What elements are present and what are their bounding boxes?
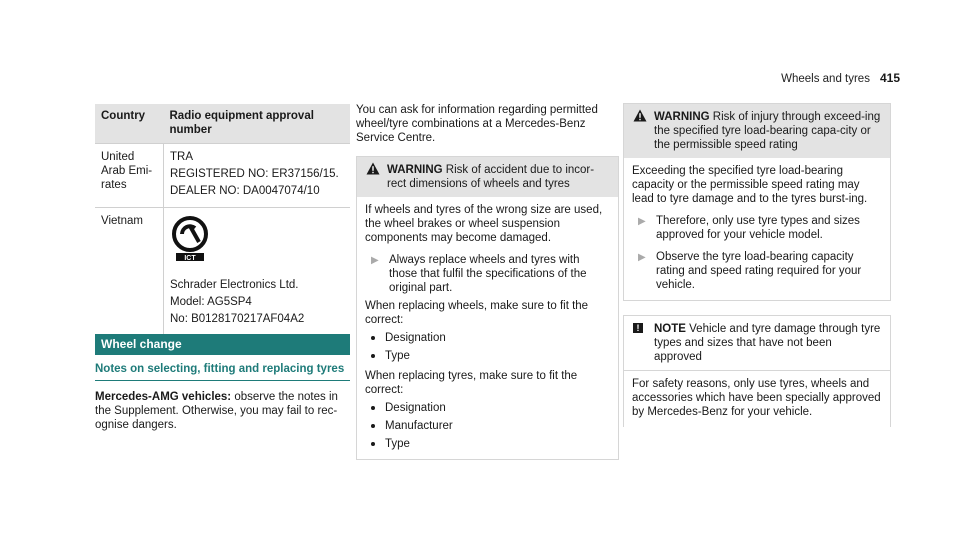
warning-box-load — [623, 103, 891, 301]
approval-line: Schrader Electronics Ltd. — [170, 279, 299, 291]
amg-text: observe the notes in the Supplement. Otherwise, you may fail to rec-ognise dangers. — [95, 391, 338, 431]
warning-label: WARNING — [654, 111, 710, 123]
approval-line: REGISTERED NO: ER37156/15. — [170, 168, 339, 180]
tyres-instruction: When replacing tyres, make sure to fit the correct: — [365, 370, 578, 396]
amg-lead: Mercedes-AMG vehicles: — [95, 391, 232, 403]
note-body: For safety reasons, only use tyres, wheels and accessories which have been specially approved by Mercedes-Benz for your vehicle. — [624, 370, 890, 427]
warning-body — [624, 158, 890, 300]
warning-body — [357, 197, 618, 459]
wheel-change-section — [95, 334, 350, 432]
table-header-approval: Radio equipment approval number — [164, 104, 351, 144]
table-cell-approval — [164, 144, 351, 208]
column-2 — [356, 103, 619, 460]
svg-text:ICT: ICT — [184, 255, 196, 262]
approval-line: TRA — [170, 151, 193, 163]
arrow-item — [632, 250, 882, 292]
note-header — [624, 316, 890, 370]
list-item: Designation — [365, 331, 610, 345]
subheading-notes-tyres: Notes on selecting, fitting and replacing tyres — [95, 362, 350, 381]
table-cell-country: Vietnam — [95, 208, 164, 336]
approval-line: DEALER NO: DA0047074/10 — [170, 185, 320, 197]
page-number: 415 — [879, 71, 900, 85]
warning-triangle-icon — [366, 162, 380, 175]
note-title: Vehicle and tyre damage through tyre types and sizes that have not been approved — [654, 323, 881, 363]
arrow-item-text: Always replace wheels and tyres with those that fulfil the specifications of the original part. — [389, 254, 587, 294]
section-bar-wheel-change: Wheel change — [95, 334, 350, 355]
warning-label: WARNING — [387, 164, 443, 176]
amg-note-paragraph — [95, 390, 350, 432]
arrow-item — [632, 214, 882, 242]
arrow-right-icon: ▶ — [638, 216, 646, 227]
approval-line: No: B0128170217AF04A2 — [170, 313, 305, 325]
list-item: Type — [365, 437, 610, 451]
table-row — [95, 144, 350, 208]
note-label: NOTE — [654, 323, 686, 335]
column-3 — [623, 103, 891, 427]
page-header — [781, 71, 900, 86]
warning-box-dimensions — [356, 156, 619, 460]
warning-title: Risk of injury through exceed-ing the specified tyre load-bearing capa-city or the permissible speed rating — [654, 111, 881, 151]
table-cell-approval — [164, 208, 351, 336]
approval-table — [95, 104, 350, 336]
wheels-instruction: When replacing wheels, make sure to fit the correct: — [365, 300, 589, 326]
table-header-row — [95, 104, 350, 144]
arrow-right-icon: ▶ — [371, 255, 379, 266]
table-row — [95, 208, 350, 336]
arrow-item — [365, 253, 610, 295]
table-header-country: Country — [95, 104, 164, 144]
warning-text: Exceeding the specified tyre load-bearing capacity or the permissible speed rating may lead to tyre damage and to the tyres burst-ing. — [632, 165, 868, 205]
list-item: Designation — [365, 401, 610, 415]
intro-paragraph: You can ask for information regarding permitted wheel/tyre combinations at a Mercedes-Benz Service Centre. — [356, 104, 598, 144]
approval-line: Model: AG5SP4 — [170, 296, 252, 308]
list-item: Manufacturer — [365, 419, 610, 433]
section-title: Wheels and tyres — [781, 73, 870, 85]
arrow-right-icon: ▶ — [638, 252, 646, 263]
warning-header — [624, 104, 890, 158]
ict-logo — [170, 216, 210, 262]
list-item: Type — [365, 349, 610, 363]
note-box — [623, 315, 891, 427]
warning-title: Risk of accident due to incor-rect dimensions of wheels and tyres — [387, 164, 595, 190]
note-icon: ! — [633, 323, 643, 333]
table-cell-country: United Arab Emi-rates — [95, 144, 164, 208]
warning-triangle-icon — [633, 109, 647, 122]
arrow-item-text: Therefore, only use tyre types and sizes approved for your vehicle model. — [656, 215, 860, 241]
warning-text: If wheels and tyres of the wrong size are used, the wheel brakes or wheel suspension components may become damaged. — [365, 204, 603, 244]
arrow-item-text: Observe the tyre load-bearing capacity rating and speed rating required for your vehicle. — [656, 251, 862, 291]
warning-header — [357, 157, 618, 197]
